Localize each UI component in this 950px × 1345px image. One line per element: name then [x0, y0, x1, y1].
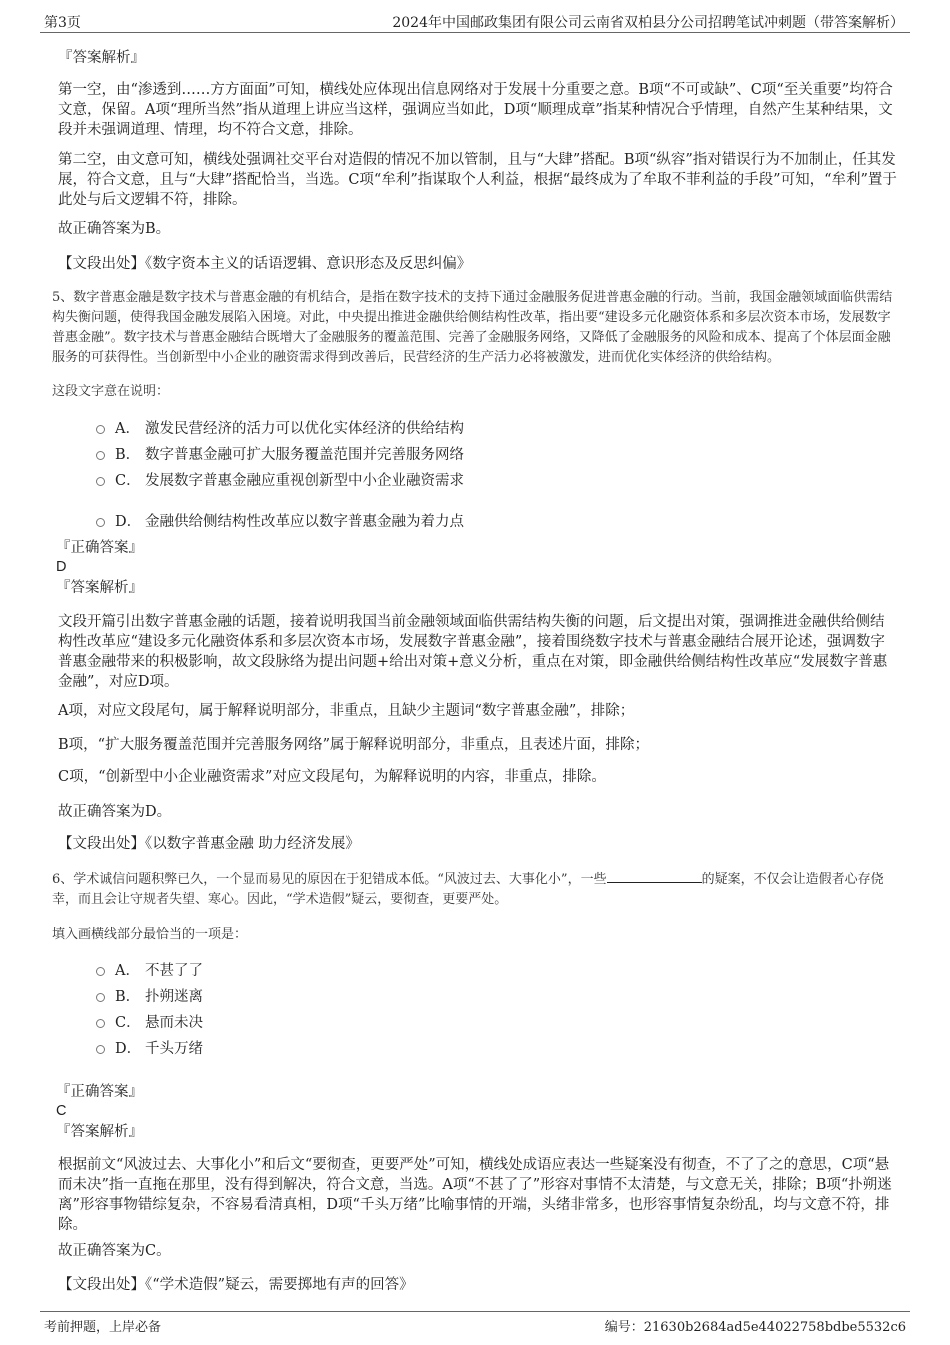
q4-explain-label: 『答案解析』: [58, 50, 145, 66]
q5-option-d[interactable]: [96, 510, 464, 531]
q4-explain-p1: 第一空，由“渗透到……方方面面”可知，横线处应体现出信息网络对于发展十分重要之意。B项“不可或缺”、C项“至关重要”均符合文意，保留。A项“理所当然”指从道理上讲应当这样，强调应当如此，D项“顺理成章”指某种情况合乎情理，自然产生某种结果，文段并未强调道理、情理，均不符合文意，排除。: [58, 82, 893, 138]
q5-stem: 5、数字普惠金融是数字技术与普惠金融的有机结合，是指在数字技术的支持下通过金融服务促进普惠金融的行动。当前，我国金融领域面临供需结构失衡问题，使得我国金融发展陷入困境。对此，中央提出推进金融供给侧结构性改革，指出要“建设多元化融资体系和多层次资本市场，发展数字普惠金融”。数字技术与普惠金融结合既增大了金融服务的覆盖范围、完善了金融服务网络，又降低了金融服务的风险和成本、提高了个体层面金融服务的可获得性。当创新型中小企业的融资需求得到改善后，民营经济的生产活力必将被激发，进而优化实体经济的供给结构。: [52, 290, 893, 365]
option-letter: C．: [115, 473, 141, 489]
footer-slogan: 考前押题，上岸必备: [44, 1320, 162, 1335]
q4-source: 【文段出处】《数字资本主义的话语逻辑、意识形态及反思纠偏》: [58, 256, 472, 272]
q6-explain-label: 『答案解析』: [56, 1124, 143, 1140]
q6-prompt: 填入画横线部分最恰当的一项是：: [52, 927, 248, 942]
option-text: 数字普惠金融可扩大服务覆盖范围并完善服务网络: [145, 447, 464, 463]
q6-explain-p1: 根据前文“风波过去、大事化小”和后文“要彻查，更要严处”可知，横线处成语应表达一些疑案没有彻查，不了了之的意思，C项“悬而未决”指一直拖在那里，没有得到解决，符合文意，当选。A项“不甚了了”形容对事情不太清楚，与文意无关，排除；B项“扑朔迷离”形容事物错综复杂，不容易看清真相，D项“千头万绪”比喻事情的开端，头绪非常多，也形容事情复杂纷乱，均与文意不符，排除。: [58, 1157, 892, 1233]
q5-explain-p4: C项，“创新型中小企业融资需求”对应文段尾句，为解释说明的内容，非重点，排除。: [58, 769, 606, 785]
q5-conclusion: 故正确答案为D。: [58, 804, 172, 820]
option-letter: B．: [115, 447, 141, 463]
q5-answer-label: 『正确答案』: [56, 540, 143, 556]
page-header: [40, 10, 910, 33]
q6-conclusion: 故正确答案为C。: [58, 1243, 171, 1259]
radio-button[interactable]: [96, 1019, 105, 1028]
option-text: 发展数字普惠金融应重视创新型中小企业融资需求: [145, 473, 464, 489]
option-text: 金融供给侧结构性改革应以数字普惠金融为着力点: [145, 514, 464, 530]
radio-button[interactable]: [96, 451, 105, 460]
q4-explain-p2: 第二空，由文意可知，横线处强调社交平台对造假的情况不加以管制，且与“大肆”搭配。B项“纵容”指对错误行为不加制止，任其发展，符合文意，且与“大肆”搭配恰当，当选。C项“牟利”指谋取个人利益，根据“最终成为了牟取不菲利益的手段”可知，“牟利”置于此处与后文逻辑不符，排除。: [58, 152, 897, 208]
option-text: 千头万绪: [145, 1041, 203, 1057]
option-letter: D．: [115, 514, 142, 530]
q6-source: 【文段出处】《“学术造假”疑云，需要掷地有声的回答》: [58, 1277, 414, 1293]
q6-option-b[interactable]: [96, 985, 203, 1006]
q5-option-b[interactable]: [96, 443, 464, 464]
q4-conclusion: 故正确答案为B。: [58, 221, 171, 237]
page-footer: [40, 1311, 910, 1336]
q6-stem-after: 的疑案，不仅会让造假者心存侥幸，而且会让守规者失望、寒心。因此，“学术造假”疑云，要彻查，更要严处。: [52, 872, 884, 907]
option-letter: D．: [115, 1041, 142, 1057]
q5-explain-label: 『答案解析』: [56, 580, 143, 596]
radio-button[interactable]: [96, 967, 105, 976]
option-text: 不甚了了: [145, 963, 203, 979]
radio-button[interactable]: [96, 1045, 105, 1054]
option-text: 激发民营经济的活力可以优化实体经济的供给结构: [145, 421, 464, 437]
q5-explain-p1: 文段开篇引出数字普惠金融的话题，接着说明我国当前金融领域面临供需结构失衡的问题，后文提出对策，强调推进金融供给侧结构性改革应“建设多元化融资体系和多层次资本市场，发展数字普惠金融”，接着围绕数字技术与普惠金融结合展开论述，强调数字普惠金融带来的积极影响，故文段脉络为提出问题+给出对策+意义分析，重点在对策，即金融供给侧结构性改革应“发展数字普惠金融”，对应D项。: [58, 614, 888, 690]
q6-option-d[interactable]: [96, 1037, 203, 1058]
radio-button[interactable]: [96, 993, 105, 1002]
q5-source: 【文段出处】《以数字普惠金融 助力经济发展》: [58, 836, 360, 852]
q6-answer-label: 『正确答案』: [56, 1084, 143, 1100]
q5-explain-p3: B项，“扩大服务覆盖范围并完善服务网络”属于解释说明部分，非重点，且表述片面，排除；: [58, 737, 649, 753]
document-id: 编号：21630b2684ad5e44022758bdbe5532c6: [604, 1320, 906, 1335]
document-title: 2024年中国邮政集团有限公司云南省双柏县分公司招聘笔试冲刺题（带答案解析）: [392, 15, 904, 31]
fill-blank: [607, 870, 702, 883]
q6-answer: C: [56, 1103, 67, 1119]
option-text: 悬而未决: [145, 1015, 203, 1031]
q6-option-c[interactable]: [96, 1011, 203, 1032]
option-letter: B．: [115, 989, 141, 1005]
page-number: 第3页: [44, 15, 81, 31]
option-letter: A．: [115, 963, 140, 979]
radio-button[interactable]: [96, 518, 105, 527]
q5-explain-p2: A项，对应文段尾句，属于解释说明部分，非重点，且缺少主题词“数字普惠金融”，排除；: [58, 703, 635, 719]
q5-option-c[interactable]: [96, 469, 464, 490]
option-text: 扑朔迷离: [145, 989, 203, 1005]
q5-option-a[interactable]: [96, 417, 464, 438]
q6-stem: [52, 870, 902, 910]
radio-button[interactable]: [96, 425, 105, 434]
option-letter: A．: [115, 421, 140, 437]
q6-stem-before: 6、学术诚信问题积弊已久，一个显而易见的原因在于犯错成本低。“风波过去、大事化小”，一些: [52, 872, 607, 887]
q5-prompt: 这段文字意在说明：: [52, 384, 170, 399]
q5-answer: D: [56, 559, 67, 575]
radio-button[interactable]: [96, 477, 105, 486]
q6-option-a[interactable]: [96, 959, 203, 980]
option-letter: C．: [115, 1015, 141, 1031]
